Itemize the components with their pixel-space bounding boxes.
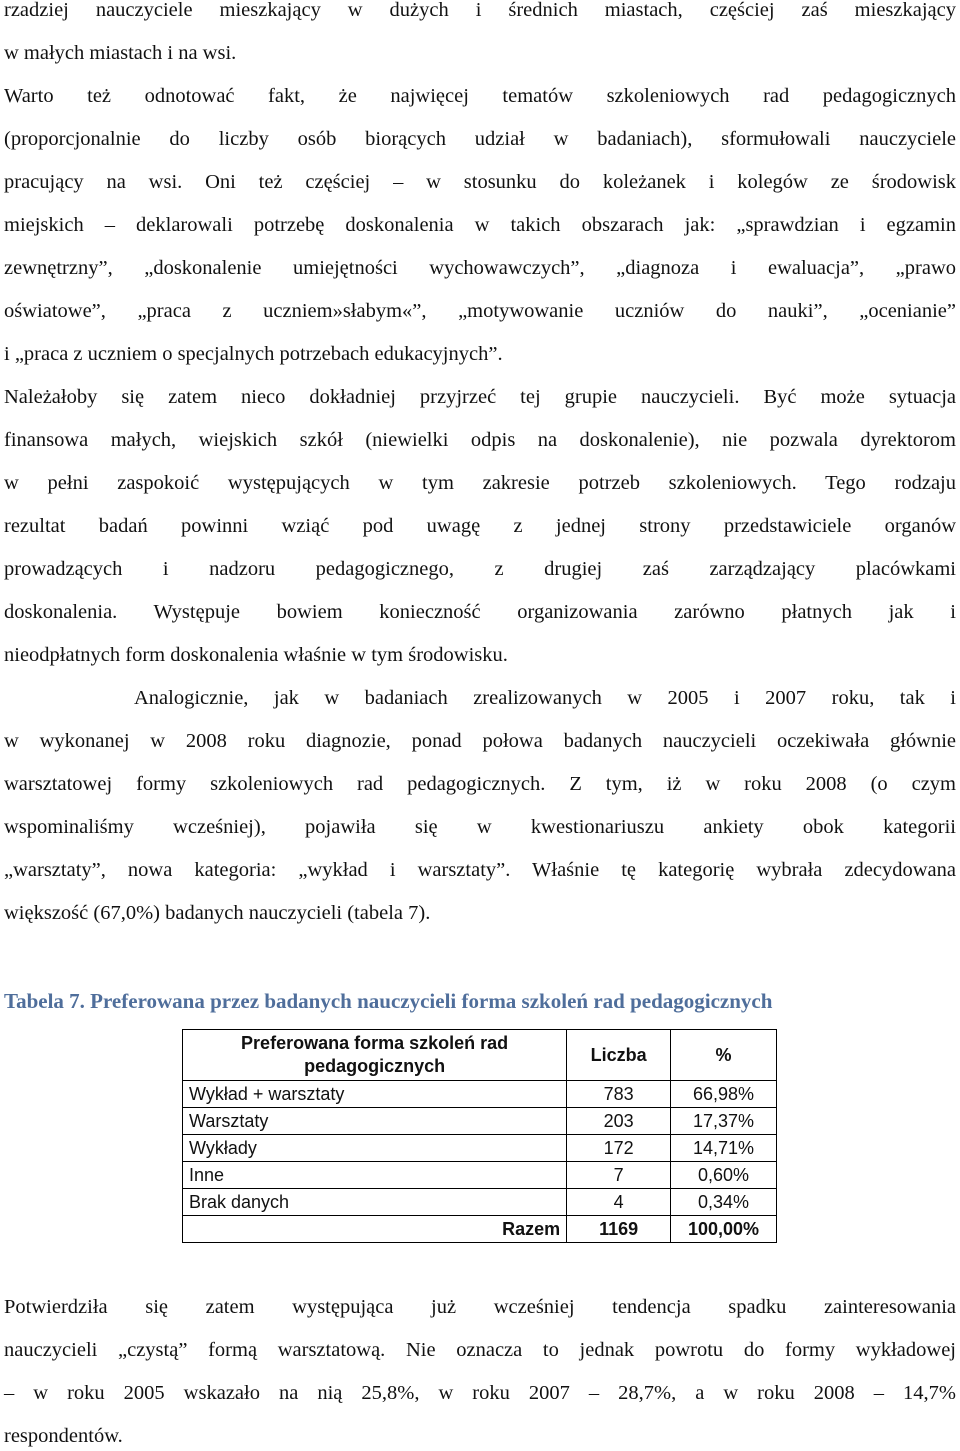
text-line: wspominaliśmy wcześniej), pojawiła się w kwestionariuszu ankiety obok kategorii <box>4 816 956 838</box>
column-header: % <box>671 1030 777 1081</box>
text-line: Warto też odnotować fakt, że najwięcej tematów szkoleniowych rad pedagogicznych <box>4 85 956 107</box>
table-row <box>183 1135 777 1162</box>
text-line: Analogicznie, jak w badaniach zrealizowanych w 2005 i 2007 roku, tak i <box>134 687 956 709</box>
table-cell: 783 <box>567 1081 671 1108</box>
data-table <box>182 1029 777 1243</box>
text-line: większość (67,0%) badanych nauczycieli (tabela 7). <box>4 902 431 924</box>
text-line: pracujący na wsi. Oni też częściej – w stosunku do koleżanek i kolegów ze środowisk <box>4 171 956 193</box>
text-line: doskonalenia. Występuje bowiem konieczność organizowania zarówno płatnych jak i <box>4 601 956 623</box>
column-header: Preferowana forma szkoleń rad pedagogicznych <box>183 1030 567 1081</box>
text-line: (proporcjonalnie do liczby osób biorących udział w badaniach), sformułowali nauczyciele <box>4 128 956 150</box>
text-line: Należałoby się zatem nieco dokładniej przyjrzeć tej grupie nauczycieli. Być może sytuacja <box>4 386 956 408</box>
column-header: Liczba <box>567 1030 671 1081</box>
text-line: – w roku 2005 wskazało na nią 25,8%, w roku 2007 – 28,7%, a w roku 2008 – 14,7% <box>4 1382 956 1404</box>
text-line: Potwierdziła się zatem występująca już wcześniej tendencja spadku zainteresowania <box>4 1296 956 1318</box>
text-line: rzadziej nauczyciele mieszkający w dużych i średnich miastach, częściej zaś mieszkający <box>4 0 956 21</box>
text-line: w wykonanej w 2008 roku diagnozie, ponad połowa badanych nauczycieli oczekiwała głównie <box>4 730 956 752</box>
table-row <box>183 1081 777 1108</box>
text-line: oświatowe”, „praca z uczniem»słabym«”, „motywowanie uczniów do nauki”, „ocenianie” <box>4 300 956 322</box>
table-cell: Inne <box>183 1162 567 1189</box>
table-cell: Wykłady <box>183 1135 567 1162</box>
table-row <box>183 1189 777 1216</box>
table-cell: Razem <box>183 1216 567 1243</box>
table-cell: 172 <box>567 1135 671 1162</box>
text-line: respondentów. <box>4 1425 123 1447</box>
table-cell: 203 <box>567 1108 671 1135</box>
text-line: warsztatowej formy szkoleniowych rad pedagogicznych. Z tym, iż w roku 2008 (o czym <box>4 773 956 795</box>
table-cell: 4 <box>567 1189 671 1216</box>
table-cell: 66,98% <box>671 1081 777 1108</box>
table-cell: 0,60% <box>671 1162 777 1189</box>
table-row <box>183 1108 777 1135</box>
text-line: finansowa małych, wiejskich szkół (niewielki odpis na doskonalenie), nie pozwala dyrektorom <box>4 429 956 451</box>
text-line: „warsztaty”, nowa kategoria: „wykład i warsztaty”. Właśnie tę kategorię wybrała zdecydowana <box>4 859 956 881</box>
table-cell: 100,00% <box>671 1216 777 1243</box>
text-line: miejskich – deklarowali potrzebę doskonalenia w takich obszarach jak: „sprawdzian i egzamin <box>4 214 956 236</box>
table-cell: Wykład + warsztaty <box>183 1081 567 1108</box>
text-line: w małych miastach i na wsi. <box>4 42 237 64</box>
text-line: zewnętrzny”, „doskonalenie umiejętności wychowawczych”, „diagnoza i ewaluacja”, „prawo <box>4 257 956 279</box>
text-line: rezultat badań powinni wziąć pod uwagę z jednej strony przedstawiciele organów <box>4 515 956 537</box>
text-line: prowadzących i nadzoru pedagogicznego, z drugiej zaś zarządzający placówkami <box>4 558 956 580</box>
table-total-row <box>183 1216 777 1243</box>
text-line: nieodpłatnych form doskonalenia właśnie w tym środowisku. <box>4 644 508 666</box>
text-line: nauczycieli „czystą” formą warsztatową. Nie oznacza to jednak powrotu do formy wykładowej <box>4 1339 956 1361</box>
table-cell: 0,34% <box>671 1189 777 1216</box>
text-line: w pełni zaspokoić występujących w tym zakresie potrzeb szkoleniowych. Tego rodzaju <box>4 472 956 494</box>
text-line: i „praca z uczniem o specjalnych potrzebach edukacyjnych”. <box>4 343 503 365</box>
table-header-row <box>183 1030 777 1081</box>
table-cell: 17,37% <box>671 1108 777 1135</box>
table-cell: Warsztaty <box>183 1108 567 1135</box>
table-cell: 14,71% <box>671 1135 777 1162</box>
table-caption: Tabela 7. Preferowana przez badanych nauczycieli forma szkoleń rad pedagogicznych <box>4 989 773 1013</box>
table-cell: 1169 <box>567 1216 671 1243</box>
table-cell: 7 <box>567 1162 671 1189</box>
table-cell: Brak danych <box>183 1189 567 1216</box>
table-row <box>183 1162 777 1189</box>
